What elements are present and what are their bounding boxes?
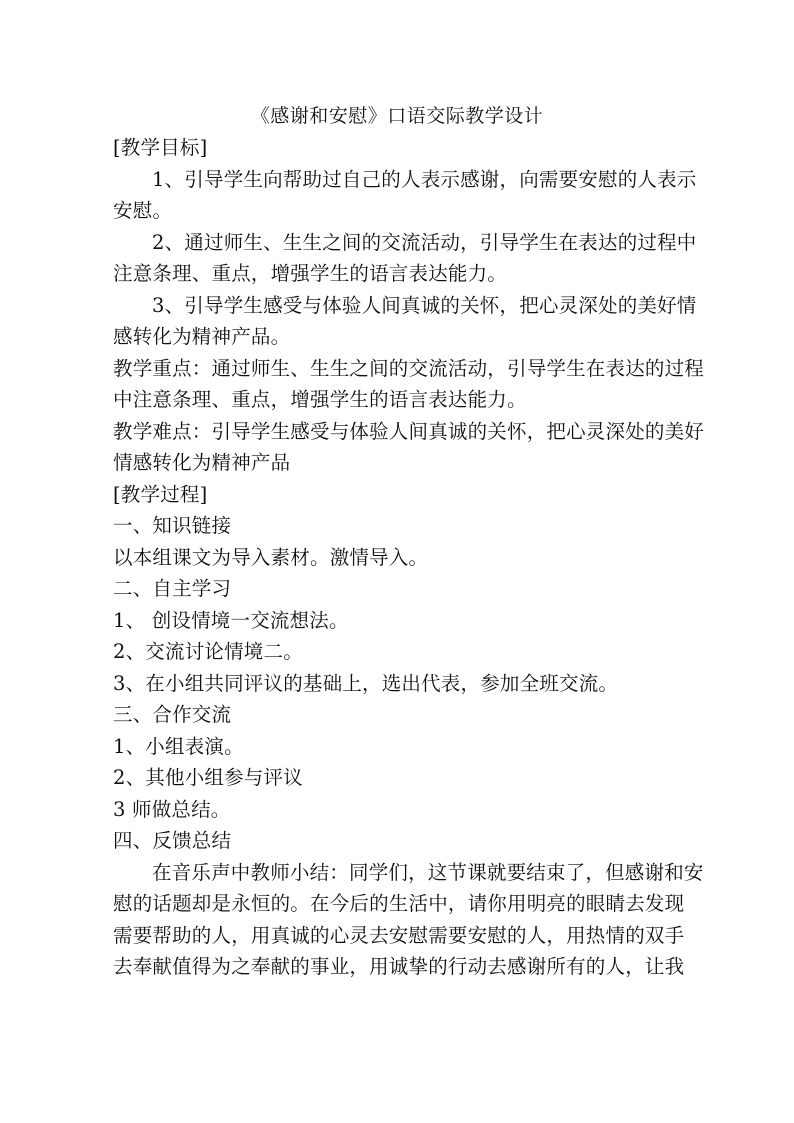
document-line: 2、通过师生、生生之间的交流活动，引导学生在表达的过程中 [152,230,697,254]
document-line: 二、自主学习 [113,577,232,600]
document-body [113,132,705,983]
document-line: 以本组课文为导入素材。激情导入。 [113,545,429,569]
document-line: 四、反馈总结 [113,829,232,852]
document-line: 1、引导学生向帮助过自己的人表示感谢，向需要安慰的人表示 [152,167,697,191]
document-line: 需要帮助的人，用真诚的心灵去安慰需要安慰的人，用热情的双手 [113,923,685,947]
document-line: 1、小组表演。 [113,734,244,758]
document-line: 情感转化为精神产品 [113,451,291,474]
document-line: 3、引导学生感受与体验人间真诚的关怀，把心灵深处的美好情 [152,293,697,317]
document-line: [教学过程] [113,482,208,506]
document-line: 1、 创设情境一交流想法。 [113,608,349,632]
document-line: 三、合作交流 [113,703,232,726]
document-line: 中注意条理、重点，增强学生的语言表达能力。 [113,388,527,411]
document-line: [教学目标] [113,136,208,159]
document-line: 3 师做总结。 [113,797,231,821]
document-line: 慰的话题却是永恒的。在今后的生活中，请你用明亮的眼睛去发现 [113,892,685,915]
document-line: 安慰。 [113,199,173,222]
document-line: 注意条理、重点，增强学生的语言表达能力。 [113,262,508,285]
document-line: 去奉献值得为之奉献的事业，用诚挚的行动去感谢所有的人，让我 [113,955,685,978]
document-line: 感转化为精神产品。 [113,325,291,348]
document-title: 《感谢和安慰》口语交际教学设计 [250,105,544,127]
document-line: 2、交流讨论情境二。 [113,640,303,663]
document-line: 在音乐声中教师小结：同学们，这节课就要结束了，但感谢和安 [152,860,704,884]
document-line: 一、知识链接 [113,514,232,537]
document-line: 教学难点：引导学生感受与体验人间真诚的关怀，把心灵深处的美好 [113,419,705,443]
document-line: 2、其他小组参与评议 [113,766,303,789]
document-line: 教学重点：通过师生、生生之间的交流活动，引导学生在表达的过程 [113,356,705,380]
document-line: 3、在小组共同评议的基础上，选出代表，参加全班交流。 [113,671,619,695]
